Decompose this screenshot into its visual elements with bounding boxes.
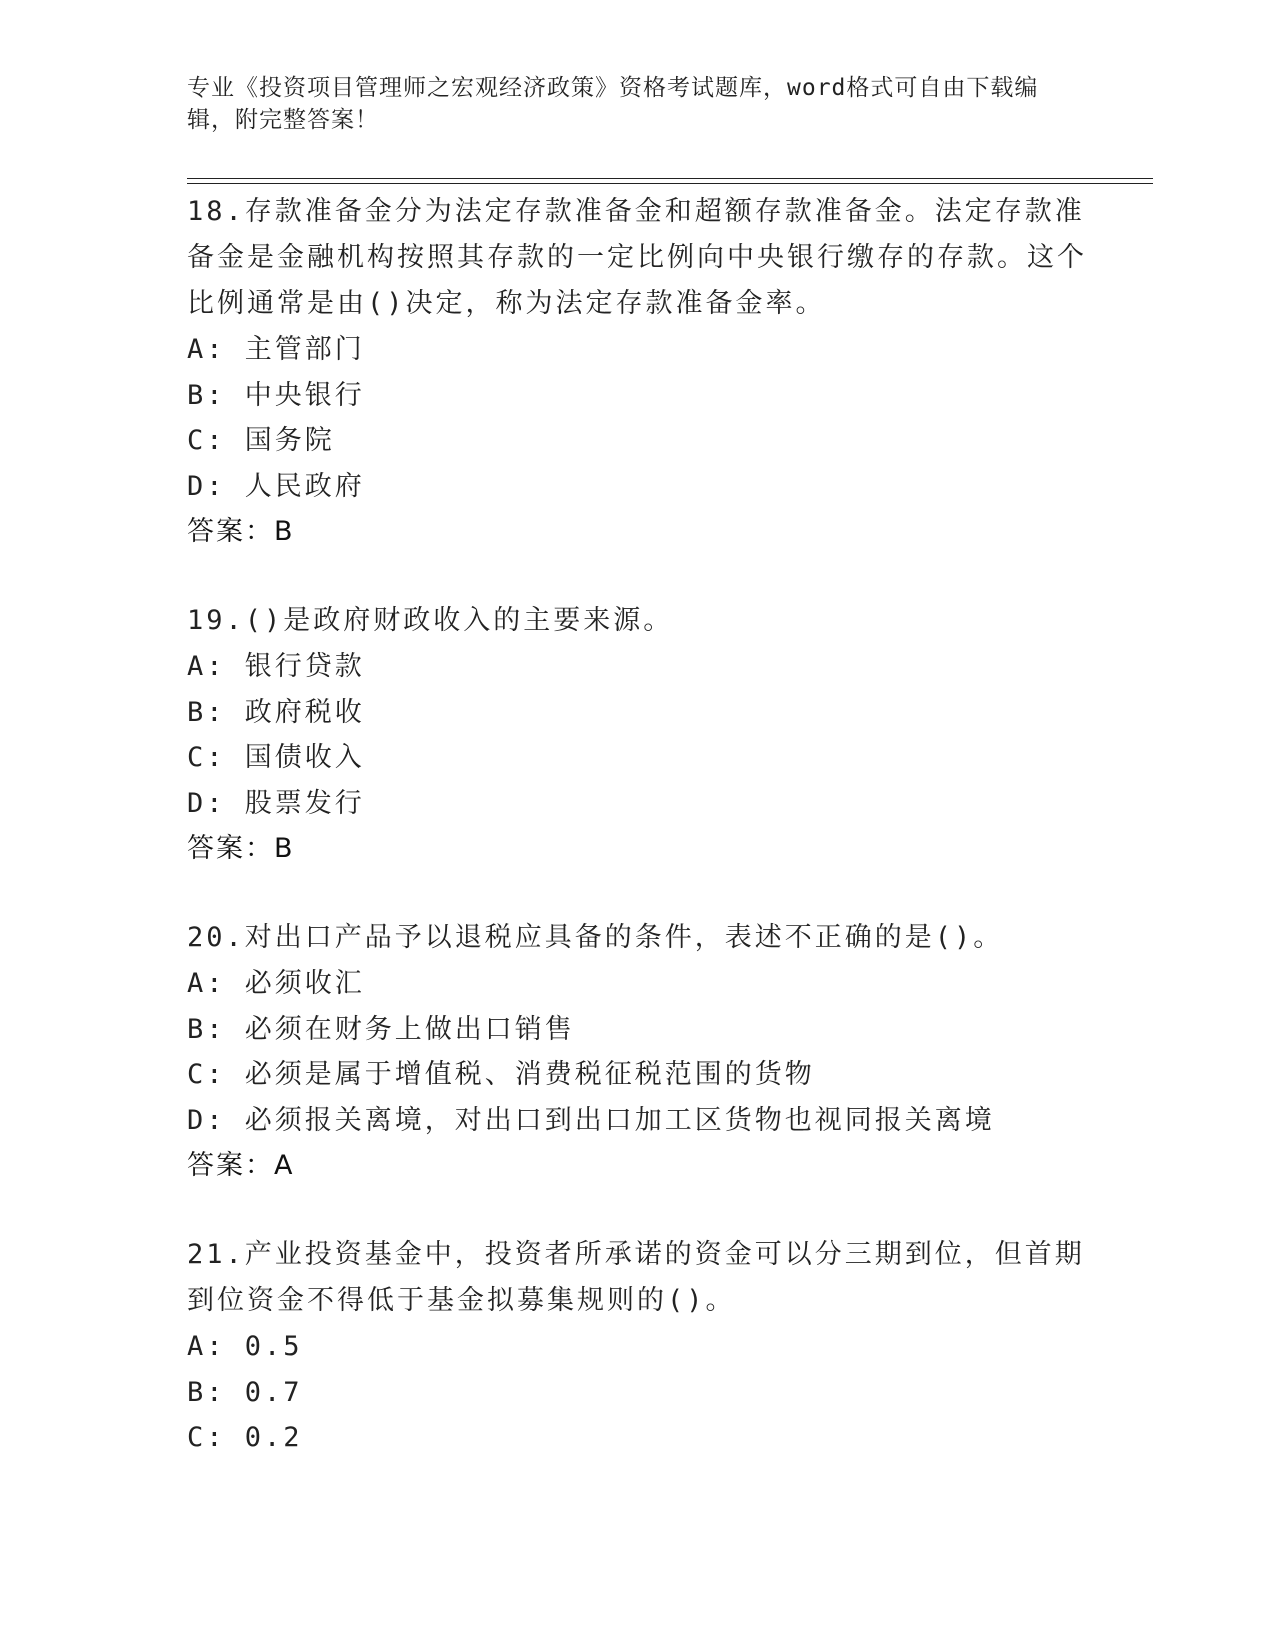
option-b: B: 中央银行 xyxy=(187,379,365,411)
answer-line: 答案：B xyxy=(187,833,295,864)
option-a: A: 必须收汇 xyxy=(187,968,365,999)
answer-line: 答案：B xyxy=(187,516,295,547)
document-header: 专业《投资项目管理师之宏观经济政策》资格考试题库，word格式可自由下载编辑，附完整答案！ xyxy=(187,75,1039,133)
option-b: B: 必须在财务上做出口销售 xyxy=(187,1013,575,1045)
option-a: A: 主管部门 xyxy=(187,334,365,365)
answer-line: 答案：A xyxy=(187,1150,295,1181)
option-c: C: 0.2 xyxy=(187,1422,303,1453)
option-b: B: 政府税收 xyxy=(187,696,365,728)
question-list xyxy=(187,189,1087,1504)
question-stem: 18.存款准备金分为法定存款准备金和超额存款准备金。法定存款准备金是金融机构按照其存款的一定比例向中央银行缴存的存款。这个比例通常是由()决定，称为法定存款准备金率。 xyxy=(187,196,1087,319)
header-divider-bottom xyxy=(187,183,1153,184)
question-item xyxy=(187,598,1087,872)
question-item xyxy=(187,189,1087,555)
option-d: D: 人民政府 xyxy=(187,470,365,502)
option-c: C: 国务院 xyxy=(187,425,335,456)
question-item xyxy=(187,1232,1087,1461)
option-d: D: 必须报关离境，对出口到出口加工区货物也视同报关离境 xyxy=(187,1104,995,1136)
option-d: D: 股票发行 xyxy=(187,787,365,819)
option-a: A: 银行贷款 xyxy=(187,651,365,682)
question-stem: 21.产业投资基金中，投资者所承诺的资金可以分三期到位，但首期到位资金不得低于基金拟募集规则的()。 xyxy=(187,1239,1085,1316)
question-stem: 19.()是政府财政收入的主要来源。 xyxy=(187,605,674,636)
question-item xyxy=(187,915,1087,1189)
option-b: B: 0.7 xyxy=(187,1376,303,1408)
question-stem: 20.对出口产品予以退税应具备的条件，表述不正确的是()。 xyxy=(187,922,1004,953)
option-c: C: 国债收入 xyxy=(187,742,365,773)
option-a: A: 0.5 xyxy=(187,1331,303,1362)
option-c: C: 必须是属于增值税、消费税征税范围的货物 xyxy=(187,1059,815,1090)
header-divider-top xyxy=(187,178,1153,179)
